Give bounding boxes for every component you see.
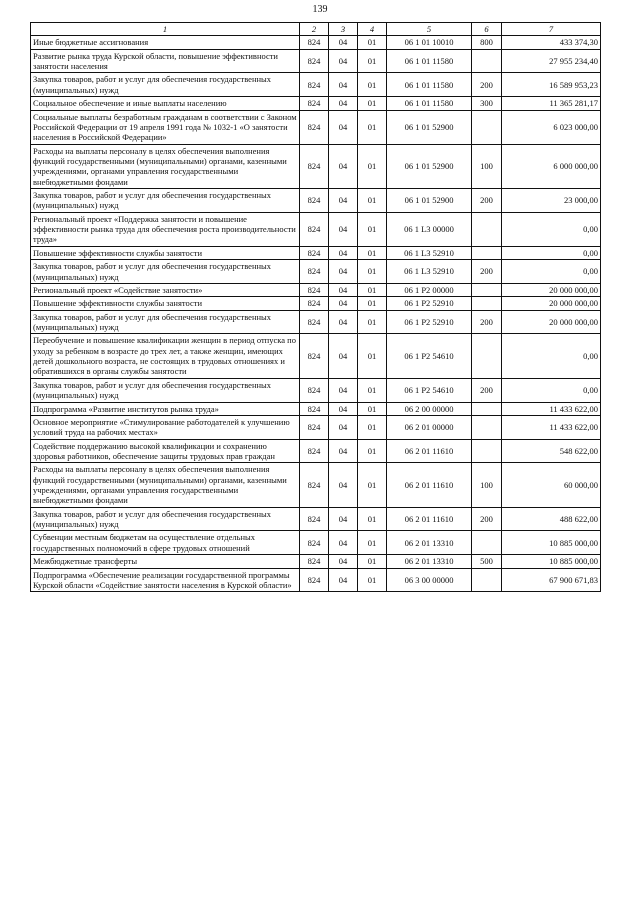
table-body [31,36,601,592]
target-article-code: 06 2 01 11610 [387,507,472,531]
amount: 23 000,00 [502,189,601,213]
table-row [31,402,601,415]
amount: 67 900 671,83 [502,568,601,592]
amount: 433 374,30 [502,36,601,49]
column-header: 2 [300,23,329,36]
table-row [31,36,601,49]
amount: 488 622,00 [502,507,601,531]
column-header: 6 [472,23,502,36]
target-article-code: 06 1 L3 52910 [387,246,472,259]
gov-code: 824 [300,415,329,439]
gov-code: 824 [300,555,329,568]
expense-type-code: 100 [472,463,502,507]
expense-type-code [472,568,502,592]
amount: 11 365 281,17 [502,97,601,110]
gov-code: 824 [300,212,329,246]
gov-code: 824 [300,439,329,463]
gov-code: 824 [300,568,329,592]
gov-code: 824 [300,97,329,110]
gov-code: 824 [300,310,329,334]
table-row [31,189,601,213]
gov-code: 824 [300,189,329,213]
section-code: 04 [329,36,358,49]
subsection-code: 01 [358,439,387,463]
table-row [31,555,601,568]
gov-code: 824 [300,36,329,49]
amount: 60 000,00 [502,463,601,507]
amount: 0,00 [502,212,601,246]
section-code: 04 [329,310,358,334]
section-code: 04 [329,110,358,144]
table-row [31,73,601,97]
row-name: Закупка товаров, работ и услуг для обеспечения государственных (муниципальных) нужд [31,260,300,284]
table-row [31,260,601,284]
row-name: Развитие рынка труда Курской области, повышение эффективности занятости населения [31,49,300,73]
gov-code: 824 [300,144,329,188]
expense-type-code [472,49,502,73]
table-row [31,334,601,378]
target-article-code: 06 1 01 11580 [387,49,472,73]
subsection-code: 01 [358,49,387,73]
subsection-code: 01 [358,402,387,415]
row-name: Расходы на выплаты персоналу в целях обеспечения выполнения функций государственными (муниципальными) органами, казенными учреждениями, органами управления государственными внебюджетными фондами [31,144,300,188]
gov-code: 824 [300,507,329,531]
subsection-code: 01 [358,283,387,296]
row-name: Переобучение и повышение квалификации женщин в период отпуска по уходу за ребенком в возрасте до трех лет, а также женщин, имеющих детей дошкольного возраста, не состоящих в трудовых отношениях и обратившихся в органы службы занятости [31,334,300,378]
expense-type-code [472,531,502,555]
table-row [31,378,601,402]
amount: 6 023 000,00 [502,110,601,144]
expense-type-code: 500 [472,555,502,568]
gov-code: 824 [300,283,329,296]
subsection-code: 01 [358,73,387,97]
row-name: Закупка товаров, работ и услуг для обеспечения государственных (муниципальных) нужд [31,189,300,213]
section-code: 04 [329,49,358,73]
section-code: 04 [329,97,358,110]
table-row [31,531,601,555]
subsection-code: 01 [358,531,387,555]
subsection-code: 01 [358,189,387,213]
section-code: 04 [329,463,358,507]
target-article-code: 06 2 01 11610 [387,463,472,507]
target-article-code: 06 1 P2 52910 [387,297,472,310]
table-row [31,507,601,531]
table-row [31,49,601,73]
row-name: Расходы на выплаты персоналу в целях обеспечения выполнения функций государственными (муниципальными) органами, казенными учреждениями, органами управления государственными внебюджетными фондами [31,463,300,507]
amount: 20 000 000,00 [502,283,601,296]
expense-type-code [472,297,502,310]
target-article-code: 06 2 00 00000 [387,402,472,415]
expense-type-code [472,110,502,144]
section-code: 04 [329,246,358,259]
expense-type-code [472,283,502,296]
row-name: Региональный проект «Поддержка занятости и повышение эффективности рынка труда для обеспечения роста производительности труда» [31,212,300,246]
expense-type-code [472,402,502,415]
column-header: 7 [502,23,601,36]
gov-code: 824 [300,246,329,259]
subsection-code: 01 [358,415,387,439]
row-name: Закупка товаров, работ и услуг для обеспечения государственных (муниципальных) нужд [31,378,300,402]
gov-code: 824 [300,110,329,144]
gov-code: 824 [300,463,329,507]
gov-code: 824 [300,378,329,402]
amount: 6 000 000,00 [502,144,601,188]
table-row [31,297,601,310]
row-name: Социальное обеспечение и иные выплаты населению [31,97,300,110]
target-article-code: 06 1 01 11580 [387,73,472,97]
gov-code: 824 [300,402,329,415]
row-name: Повышение эффективности службы занятости [31,297,300,310]
row-name: Закупка товаров, работ и услуг для обеспечения государственных (муниципальных) нужд [31,73,300,97]
target-article-code: 06 1 L3 00000 [387,212,472,246]
amount: 0,00 [502,334,601,378]
section-code: 04 [329,555,358,568]
amount: 11 433 622,00 [502,402,601,415]
expense-type-code [472,334,502,378]
section-code: 04 [329,189,358,213]
expense-type-code: 200 [472,260,502,284]
target-article-code: 06 1 P2 52910 [387,310,472,334]
row-name: Субвенции местным бюджетам на осуществление отдельных государственных полномочий в сфере трудовых отношений [31,531,300,555]
subsection-code: 01 [358,110,387,144]
target-article-code: 06 1 01 52900 [387,110,472,144]
amount: 0,00 [502,246,601,259]
section-code: 04 [329,260,358,284]
row-name: Подпрограмма «Обеспечение реализации государственной программы Курской области «Содействие занятости населения в Курской области» [31,568,300,592]
section-code: 04 [329,73,358,97]
row-name: Повышение эффективности службы занятости [31,246,300,259]
subsection-code: 01 [358,555,387,568]
table-row [31,463,601,507]
target-article-code: 06 2 01 11610 [387,439,472,463]
table-row [31,310,601,334]
target-article-code: 06 2 01 13310 [387,555,472,568]
section-code: 04 [329,531,358,555]
column-header: 3 [329,23,358,36]
column-header: 5 [387,23,472,36]
row-name: Межбюджетные трансферты [31,555,300,568]
amount: 16 589 953,23 [502,73,601,97]
subsection-code: 01 [358,212,387,246]
row-name: Региональный проект «Содействие занятости» [31,283,300,296]
gov-code: 824 [300,297,329,310]
expense-type-code: 200 [472,507,502,531]
target-article-code: 06 3 00 00000 [387,568,472,592]
subsection-code: 01 [358,568,387,592]
section-code: 04 [329,402,358,415]
section-code: 04 [329,378,358,402]
section-code: 04 [329,283,358,296]
target-article-code: 06 1 01 11580 [387,97,472,110]
target-article-code: 06 2 01 13310 [387,531,472,555]
column-header: 4 [358,23,387,36]
amount: 10 885 000,00 [502,531,601,555]
section-code: 04 [329,144,358,188]
target-article-code: 06 1 01 52900 [387,189,472,213]
target-article-code: 06 1 01 52900 [387,144,472,188]
expense-type-code: 200 [472,189,502,213]
target-article-code: 06 1 P2 54610 [387,378,472,402]
table-row [31,246,601,259]
expense-type-code: 300 [472,97,502,110]
amount: 20 000 000,00 [502,297,601,310]
column-header: 1 [31,23,300,36]
target-article-code: 06 1 P2 54610 [387,334,472,378]
subsection-code: 01 [358,507,387,531]
expense-type-code: 200 [472,73,502,97]
section-code: 04 [329,334,358,378]
table-row [31,283,601,296]
table-row [31,97,601,110]
expense-type-code [472,246,502,259]
amount: 11 433 622,00 [502,415,601,439]
subsection-code: 01 [358,378,387,402]
gov-code: 824 [300,334,329,378]
gov-code: 824 [300,260,329,284]
amount: 10 885 000,00 [502,555,601,568]
section-code: 04 [329,507,358,531]
header-row [31,23,601,36]
table-row [31,568,601,592]
target-article-code: 06 2 01 00000 [387,415,472,439]
expense-type-code [472,415,502,439]
expense-type-code: 800 [472,36,502,49]
table-row [31,415,601,439]
expense-type-code [472,212,502,246]
subsection-code: 01 [358,297,387,310]
amount: 548 622,00 [502,439,601,463]
amount: 27 955 234,40 [502,49,601,73]
budget-table [30,22,601,592]
section-code: 04 [329,415,358,439]
expense-type-code: 200 [472,310,502,334]
section-code: 04 [329,439,358,463]
amount: 0,00 [502,260,601,284]
row-name: Подпрограмма «Развитие институтов рынка труда» [31,402,300,415]
row-name: Социальные выплаты безработным гражданам в соответствии с Законом Российской Федерации от 19 апреля 1991 года № 1032-1 «О занятости населения в Российской Федерации» [31,110,300,144]
row-name: Закупка товаров, работ и услуг для обеспечения государственных (муниципальных) нужд [31,507,300,531]
row-name: Закупка товаров, работ и услуг для обеспечения государственных (муниципальных) нужд [31,310,300,334]
subsection-code: 01 [358,334,387,378]
subsection-code: 01 [358,144,387,188]
subsection-code: 01 [358,310,387,334]
row-name: Основное мероприятие «Стимулирование работодателей к улучшению условий труда на рабочих местах» [31,415,300,439]
expense-type-code: 100 [472,144,502,188]
target-article-code: 06 1 01 10010 [387,36,472,49]
subsection-code: 01 [358,97,387,110]
table-row [31,144,601,188]
gov-code: 824 [300,73,329,97]
amount: 20 000 000,00 [502,310,601,334]
gov-code: 824 [300,49,329,73]
table-row [31,110,601,144]
subsection-code: 01 [358,36,387,49]
table-row [31,212,601,246]
target-article-code: 06 1 P2 00000 [387,283,472,296]
section-code: 04 [329,568,358,592]
page-number: 139 [312,4,328,15]
gov-code: 824 [300,531,329,555]
subsection-code: 01 [358,260,387,284]
row-name: Иные бюджетные ассигнования [31,36,300,49]
expense-type-code [472,439,502,463]
amount: 0,00 [502,378,601,402]
section-code: 04 [329,212,358,246]
subsection-code: 01 [358,463,387,507]
target-article-code: 06 1 L3 52910 [387,260,472,284]
table-row [31,439,601,463]
expense-type-code: 200 [472,378,502,402]
section-code: 04 [329,297,358,310]
subsection-code: 01 [358,246,387,259]
row-name: Содействие поддержанию высокой квалификации и сохранению здоровья работников, обеспечение защиты трудовых прав граждан [31,439,300,463]
